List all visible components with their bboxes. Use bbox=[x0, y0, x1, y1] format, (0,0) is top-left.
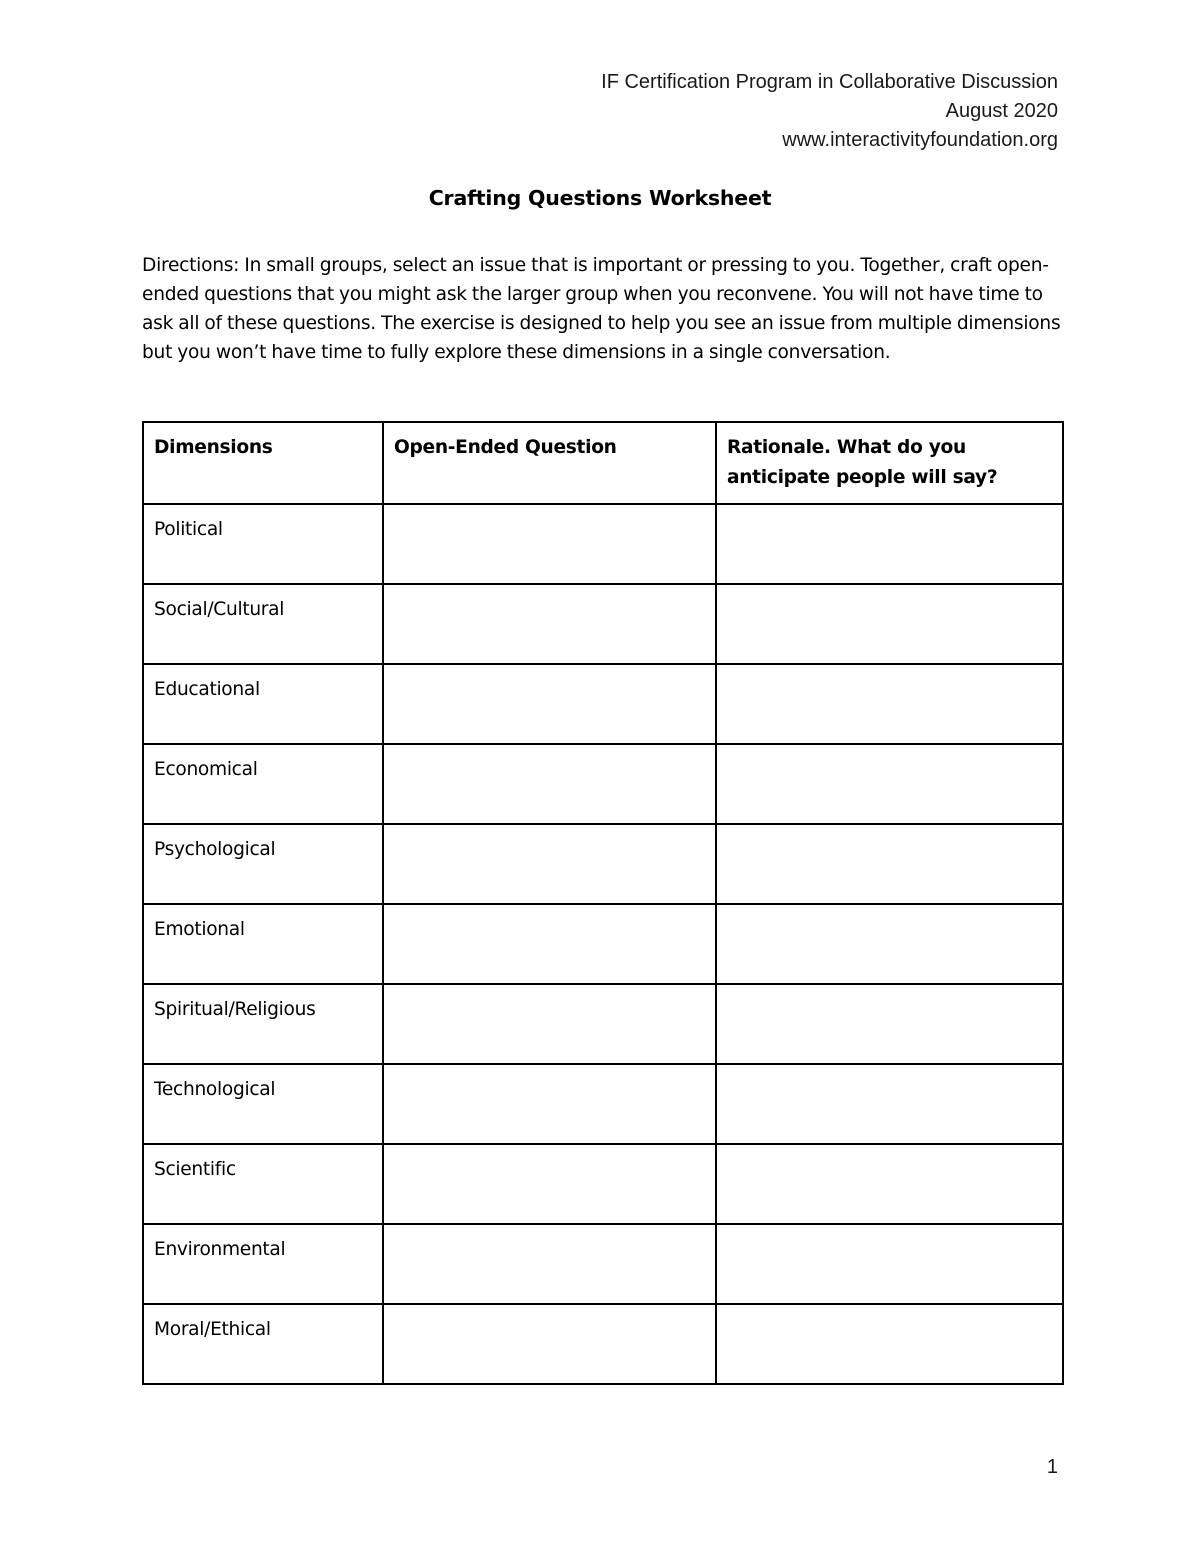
header-date: August 2020 bbox=[945, 100, 1058, 122]
question-cell[interactable] bbox=[383, 1064, 716, 1144]
dimension-cell: Economical bbox=[143, 744, 383, 824]
table-header-row bbox=[143, 422, 1063, 504]
question-cell[interactable] bbox=[383, 904, 716, 984]
dimension-cell: Technological bbox=[143, 1064, 383, 1144]
column-header-rationale: Rationale. What do you anticipate people will say? bbox=[716, 422, 1063, 504]
rationale-cell[interactable] bbox=[716, 824, 1063, 904]
table-row bbox=[143, 904, 1063, 984]
rationale-cell[interactable] bbox=[716, 664, 1063, 744]
dimension-cell: Psychological bbox=[143, 824, 383, 904]
table-row bbox=[143, 584, 1063, 664]
table-row bbox=[143, 504, 1063, 584]
question-cell[interactable] bbox=[383, 744, 716, 824]
dimension-cell: Educational bbox=[143, 664, 383, 744]
document-header bbox=[601, 68, 1058, 155]
column-header-dimensions: Dimensions bbox=[143, 422, 383, 504]
table-row bbox=[143, 1064, 1063, 1144]
table-row bbox=[143, 744, 1063, 824]
dimension-cell: Spiritual/Religious bbox=[143, 984, 383, 1064]
question-cell[interactable] bbox=[383, 664, 716, 744]
dimension-cell: Moral/Ethical bbox=[143, 1304, 383, 1384]
dimension-cell: Scientific bbox=[143, 1144, 383, 1224]
table-row bbox=[143, 1304, 1063, 1384]
rationale-cell[interactable] bbox=[716, 984, 1063, 1064]
question-cell[interactable] bbox=[383, 984, 716, 1064]
worksheet-table bbox=[142, 421, 1064, 1385]
rationale-cell[interactable] bbox=[716, 1064, 1063, 1144]
page-title: Crafting Questions Worksheet bbox=[428, 186, 772, 210]
question-cell[interactable] bbox=[383, 504, 716, 584]
rationale-cell[interactable] bbox=[716, 504, 1063, 584]
table-row bbox=[143, 1224, 1063, 1304]
dimension-cell: Emotional bbox=[143, 904, 383, 984]
rationale-cell[interactable] bbox=[716, 1304, 1063, 1384]
program-name: IF Certification Program in Collaborative Discussion bbox=[601, 71, 1058, 93]
question-cell[interactable] bbox=[383, 1144, 716, 1224]
dimension-cell: Political bbox=[143, 504, 383, 584]
dimension-cell: Social/Cultural bbox=[143, 584, 383, 664]
question-cell[interactable] bbox=[383, 1224, 716, 1304]
table-row bbox=[143, 664, 1063, 744]
dimension-cell: Environmental bbox=[143, 1224, 383, 1304]
table-row bbox=[143, 824, 1063, 904]
directions-paragraph: Directions: In small groups, select an issue that is important or pressing to you. Together, craft open-ended questions that you might ask the larger group when you reconvene. You will not have time to ask all of these questions. The exercise is designed to help you see an issue from multiple dimensions but you won’t have time to fully explore these dimensions in a single conversation. bbox=[142, 255, 1061, 363]
rationale-cell[interactable] bbox=[716, 904, 1063, 984]
table-row bbox=[143, 1144, 1063, 1224]
rationale-cell[interactable] bbox=[716, 584, 1063, 664]
rationale-cell[interactable] bbox=[716, 744, 1063, 824]
page-number: 1 bbox=[1046, 1456, 1058, 1478]
table-row bbox=[143, 984, 1063, 1064]
rationale-cell[interactable] bbox=[716, 1144, 1063, 1224]
column-header-question: Open-Ended Question bbox=[383, 422, 716, 504]
website-url: www.interactivityfoundation.org bbox=[782, 129, 1058, 151]
question-cell[interactable] bbox=[383, 1304, 716, 1384]
question-cell[interactable] bbox=[383, 584, 716, 664]
question-cell[interactable] bbox=[383, 824, 716, 904]
rationale-cell[interactable] bbox=[716, 1224, 1063, 1304]
